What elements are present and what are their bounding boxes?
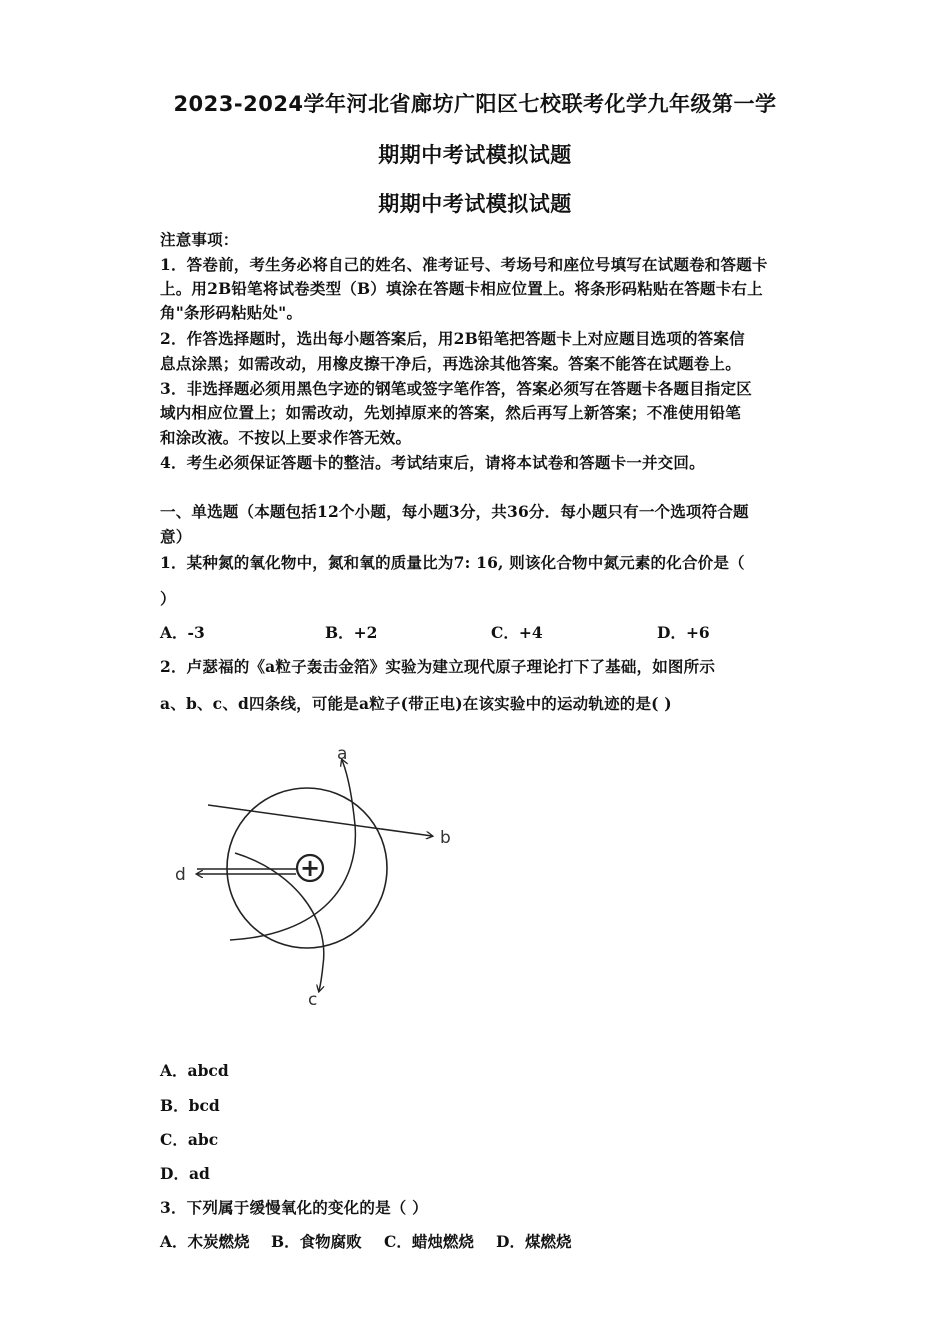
notice-line: 4．考生必须保证答题卡的整洁。考试结束后，请将本试卷和答题卡一并交回。 xyxy=(160,453,705,472)
notice-line: 和涂改液。不按以上要求作答无效。 xyxy=(160,428,412,447)
q1-option-a: A．-3 xyxy=(160,623,205,642)
exam-title-line1: 2023-2024学年河北省廊坊广阳区七校联考化学九年级第一学 xyxy=(173,92,777,116)
q3-option-d: D．煤燃烧 xyxy=(496,1232,572,1251)
notice-line: 角"条形码粘贴处"。 xyxy=(160,303,303,322)
q2-stem-cont: a、b、c、d四条线，可能是a粒子(带正电)在该实验中的运动轨迹的是( ) xyxy=(160,694,672,713)
exam-title-line2: 期期中考试模拟试题 xyxy=(378,143,572,167)
q1-option-c: C．+4 xyxy=(491,623,543,642)
nucleus-plus-icon: + xyxy=(299,854,321,882)
rutherford-figure xyxy=(160,735,480,1015)
q3-option-a: A．木炭燃烧 xyxy=(160,1232,250,1251)
q3-option-b: B．食物腐败 xyxy=(271,1232,362,1251)
label-c: c xyxy=(308,990,318,1010)
section-heading-cont: 意） xyxy=(160,527,192,546)
q1-stem-cont: ） xyxy=(160,589,176,608)
section-heading: 一、单选题（本题包括12个小题，每小题3分，共36分．每小题只有一个选项符合题 xyxy=(160,502,749,521)
label-d: d xyxy=(175,865,186,885)
q3-option-c: C．蜡烛燃烧 xyxy=(384,1232,474,1251)
trajectory-a xyxy=(230,760,355,940)
notice-line: 1．答卷前，考生务必将自己的姓名、准考证号、考场号和座位号填写在试题卷和答题卡 xyxy=(160,255,768,274)
q1-stem: 1．某种氮的氧化物中，氮和氧的质量比为7: 16, 则该化合物中氮元素的化合价是（ xyxy=(160,553,745,572)
exam-title-line3: 期期中考试模拟试题 xyxy=(378,192,572,216)
label-a: a xyxy=(337,744,348,764)
notice-line: 域内相应位置上；如需改动，先划掉原来的答案，然后再写上新答案；不准使用铅笔 xyxy=(160,403,741,422)
q2-option-b: B．bcd xyxy=(160,1096,220,1115)
notice-line: 2．作答选择题时，选出每小题答案后，用2B铅笔把答题卡上对应题目选项的答案信 xyxy=(160,329,745,348)
q3-stem: 3．下列属于缓慢氧化的变化的是（ ） xyxy=(160,1198,428,1217)
q2-option-d: D．ad xyxy=(160,1164,210,1183)
label-b: b xyxy=(440,828,451,848)
q1-option-d: D．+6 xyxy=(657,623,710,642)
q2-stem: 2．卢瑟福的《a粒子轰击金箔》实验为建立现代原子理论打下了基础，如图所示 xyxy=(160,657,716,676)
q2-option-a: A．abcd xyxy=(160,1061,229,1080)
notice-line: 3．非选择题必须用黑色字迹的钢笔或签字笔作答，答案必须写在答题卡各题目指定区 xyxy=(160,379,752,398)
notice-line: 息点涂黑；如需改动，用橡皮擦干净后，再选涂其他答案。答案不能答在试题卷上。 xyxy=(160,354,741,373)
notice-line: 上。用2B铅笔将试卷类型（B）填涂在答题卡相应位置上。将条形码粘贴在答题卡右上 xyxy=(160,279,763,298)
trajectory-b xyxy=(208,805,432,836)
notice-heading: 注意事项： xyxy=(160,230,239,249)
q1-option-b: B．+2 xyxy=(325,623,378,642)
q2-option-c: C．abc xyxy=(160,1130,219,1149)
